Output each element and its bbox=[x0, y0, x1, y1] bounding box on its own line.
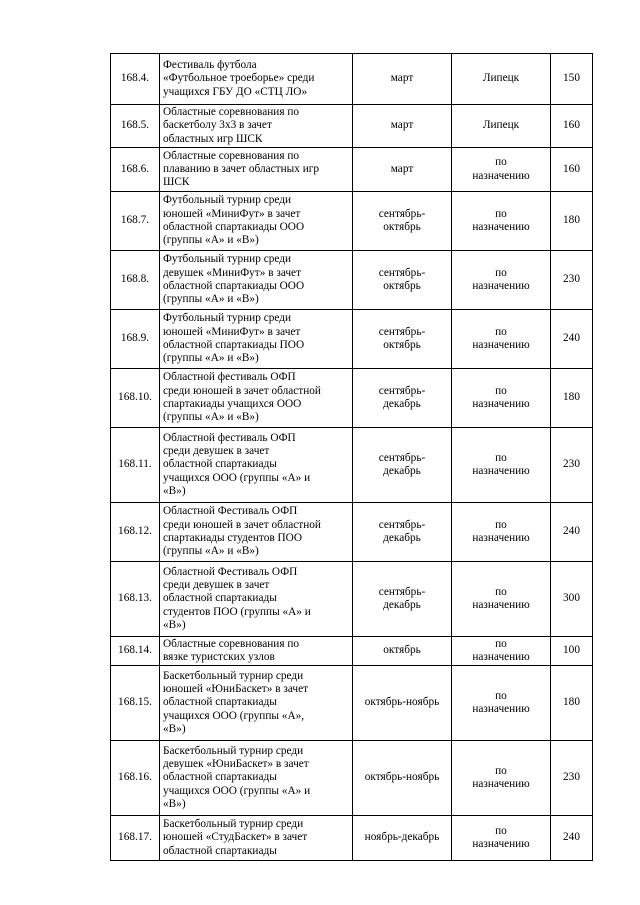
event-date: сентябрь- октябрь bbox=[353, 251, 452, 310]
text-line: Областной Фестиваль ОФП bbox=[163, 565, 298, 578]
text-line: «В») bbox=[163, 484, 186, 497]
text-line: юношей «СтудБаскет» в зачет bbox=[163, 831, 308, 844]
text-line: Областной Фестиваль ОФП bbox=[163, 505, 298, 518]
text-line: вязке туристских узлов bbox=[163, 651, 275, 663]
text-line: учащихся ООО (группы «А» и bbox=[163, 784, 311, 797]
text-line: Областной фестиваль ОФП bbox=[163, 431, 296, 444]
table-row bbox=[111, 192, 593, 251]
event-place: по назначению bbox=[452, 562, 551, 637]
event-place: по назначению bbox=[452, 310, 551, 369]
text-line: областной спартакиады bbox=[163, 592, 277, 605]
text-line: областной спартакиады bbox=[163, 771, 277, 784]
participants-count: 240 bbox=[551, 310, 593, 369]
row-number: 168.13. bbox=[111, 562, 160, 637]
participants-count: 300 bbox=[551, 562, 593, 637]
row-number: 168.11. bbox=[111, 428, 160, 503]
text-line: плаванию в зачет областных игр bbox=[163, 162, 320, 175]
participants-count: 230 bbox=[551, 251, 593, 310]
text-line: ШСК bbox=[163, 176, 190, 189]
table-row bbox=[111, 369, 593, 428]
text-line: среди юношей в зачет областной bbox=[163, 384, 321, 397]
event-date: сентябрь- декабрь bbox=[353, 503, 452, 562]
text-line: учащихся ГБУ ДО «СТЦ ЛО» bbox=[163, 85, 308, 98]
participants-count: 180 bbox=[551, 369, 593, 428]
event-place: по назначению bbox=[452, 192, 551, 251]
event-name bbox=[160, 816, 353, 861]
text-line: Баскетбольный турнир среди bbox=[163, 744, 304, 757]
row-number: 168.9. bbox=[111, 310, 160, 369]
text-line: юношей «МиниФут» в зачет bbox=[163, 207, 301, 220]
event-name bbox=[160, 666, 353, 741]
event-date: ноябрь-декабрь bbox=[353, 816, 452, 861]
row-number: 168.15. bbox=[111, 666, 160, 741]
event-place: по назначению bbox=[452, 741, 551, 816]
event-name bbox=[160, 637, 353, 666]
text-line: (группы «А» и «В») bbox=[163, 411, 259, 424]
text-line: областной спартакиады ООО bbox=[163, 280, 305, 292]
table-row bbox=[111, 637, 593, 666]
event-place: по назначению bbox=[452, 816, 551, 861]
event-place: по назначению bbox=[452, 503, 551, 562]
table-row bbox=[111, 105, 593, 148]
text-line: среди юношей в зачет областной bbox=[163, 518, 321, 531]
event-name bbox=[160, 428, 353, 503]
event-name bbox=[160, 192, 353, 251]
event-place: Липецк bbox=[452, 54, 551, 105]
text-line: студентов ПОО (группы «А» и bbox=[163, 605, 311, 618]
text-line: областной спартакиады bbox=[163, 458, 277, 471]
row-number: 168.7. bbox=[111, 192, 160, 251]
table-row bbox=[111, 741, 593, 816]
text-line: областной спартакиады bbox=[163, 844, 277, 857]
text-line: спартакиады учащихся ООО bbox=[163, 398, 302, 410]
text-line: баскетболу 3х3 в зачет bbox=[163, 119, 272, 132]
text-line: Футбольный турнир среди bbox=[163, 312, 292, 325]
row-number: 168.16. bbox=[111, 741, 160, 816]
table-row bbox=[111, 666, 593, 741]
event-name bbox=[160, 105, 353, 148]
text-line: Областные соревнования по bbox=[163, 106, 300, 119]
event-place: Липецк bbox=[452, 105, 551, 148]
text-line: учащихся ООО (группы «А», bbox=[163, 709, 305, 722]
participants-count: 150 bbox=[551, 54, 593, 105]
text-line: (группы «А» и «В») bbox=[163, 293, 259, 306]
text-line: Футбольный турнир среди bbox=[163, 253, 292, 266]
event-name bbox=[160, 562, 353, 637]
table-row bbox=[111, 503, 593, 562]
text-line: (группы «А» и «В») bbox=[163, 234, 259, 247]
table-body bbox=[111, 54, 593, 861]
text-line: девушек «ЮниБаскет» в зачет bbox=[163, 758, 309, 771]
table-row bbox=[111, 562, 593, 637]
text-line: Футбольный турнир среди bbox=[163, 194, 292, 207]
participants-count: 240 bbox=[551, 503, 593, 562]
row-number: 168.17. bbox=[111, 816, 160, 861]
text-line: Областные соревнования по bbox=[163, 637, 300, 650]
event-date: сентябрь- декабрь bbox=[353, 428, 452, 503]
participants-count: 100 bbox=[551, 637, 593, 666]
text-line: Областной фестиваль ОФП bbox=[163, 371, 296, 384]
text-line: Фестиваль футбола bbox=[163, 59, 257, 72]
event-name bbox=[160, 310, 353, 369]
text-line: девушек «МиниФут» в зачет bbox=[163, 266, 302, 279]
text-line: среди девушек в зачет bbox=[163, 579, 270, 592]
event-date: март bbox=[353, 105, 452, 148]
participants-count: 230 bbox=[551, 741, 593, 816]
row-number: 168.12. bbox=[111, 503, 160, 562]
event-place: по назначению bbox=[452, 666, 551, 741]
participants-count: 230 bbox=[551, 428, 593, 503]
text-line: Баскетбольный турнир среди bbox=[163, 818, 304, 831]
text-line: Областные соревнования по bbox=[163, 149, 300, 162]
event-date: сентябрь- октябрь bbox=[353, 192, 452, 251]
event-date: сентябрь- декабрь bbox=[353, 562, 452, 637]
row-number: 168.6. bbox=[111, 148, 160, 192]
participants-count: 160 bbox=[551, 148, 593, 192]
text-line: областной спартакиады bbox=[163, 696, 277, 709]
text-line: юношей «МиниФут» в зачет bbox=[163, 325, 301, 338]
event-date: октябрь bbox=[353, 637, 452, 666]
text-line: учащихся ООО (группы «А» и bbox=[163, 471, 311, 484]
text-line: среди девушек в зачет bbox=[163, 445, 270, 458]
table-row bbox=[111, 428, 593, 503]
event-date: октябрь-ноябрь bbox=[353, 666, 452, 741]
event-place: по назначению bbox=[452, 637, 551, 666]
row-number: 168.14. bbox=[111, 637, 160, 666]
text-line: «В») bbox=[163, 797, 186, 810]
event-name bbox=[160, 148, 353, 192]
row-number: 168.4. bbox=[111, 54, 160, 105]
event-date: март bbox=[353, 148, 452, 192]
text-line: юношей «ЮниБаскет» в зачет bbox=[163, 683, 309, 696]
event-place: по назначению bbox=[452, 148, 551, 192]
text-line: «Футбольное троеборье» среди bbox=[163, 72, 315, 85]
text-line: (группы «А» и «В») bbox=[163, 352, 259, 365]
row-number: 168.8. bbox=[111, 251, 160, 310]
event-name bbox=[160, 251, 353, 310]
event-date: октябрь-ноябрь bbox=[353, 741, 452, 816]
table-row bbox=[111, 251, 593, 310]
event-name bbox=[160, 369, 353, 428]
participants-count: 180 bbox=[551, 666, 593, 741]
event-place: по назначению bbox=[452, 369, 551, 428]
event-name bbox=[160, 741, 353, 816]
participants-count: 240 bbox=[551, 816, 593, 861]
event-place: по назначению bbox=[452, 428, 551, 503]
table-row bbox=[111, 54, 593, 105]
participants-count: 160 bbox=[551, 105, 593, 148]
text-line: (группы «А» и «В») bbox=[163, 545, 259, 558]
text-line: «В») bbox=[163, 722, 186, 735]
event-date: сентябрь- октябрь bbox=[353, 310, 452, 369]
table-row bbox=[111, 816, 593, 861]
events-table bbox=[110, 53, 593, 861]
event-place: по назначению bbox=[452, 251, 551, 310]
text-line: спартакиады студентов ПОО bbox=[163, 532, 302, 544]
text-line: Баскетбольный турнир среди bbox=[163, 669, 304, 682]
table-row bbox=[111, 310, 593, 369]
row-number: 168.10. bbox=[111, 369, 160, 428]
event-name bbox=[160, 503, 353, 562]
text-line: областных игр ШСК bbox=[163, 132, 263, 145]
text-line: областной спартакиады ПОО bbox=[163, 339, 305, 351]
text-line: областной спартакиады ООО bbox=[163, 221, 305, 233]
participants-count: 180 bbox=[551, 192, 593, 251]
row-number: 168.5. bbox=[111, 105, 160, 148]
event-date: март bbox=[353, 54, 452, 105]
text-line: «В») bbox=[163, 618, 186, 631]
table-row bbox=[111, 148, 593, 192]
event-name bbox=[160, 54, 353, 105]
event-date: сентябрь- декабрь bbox=[353, 369, 452, 428]
